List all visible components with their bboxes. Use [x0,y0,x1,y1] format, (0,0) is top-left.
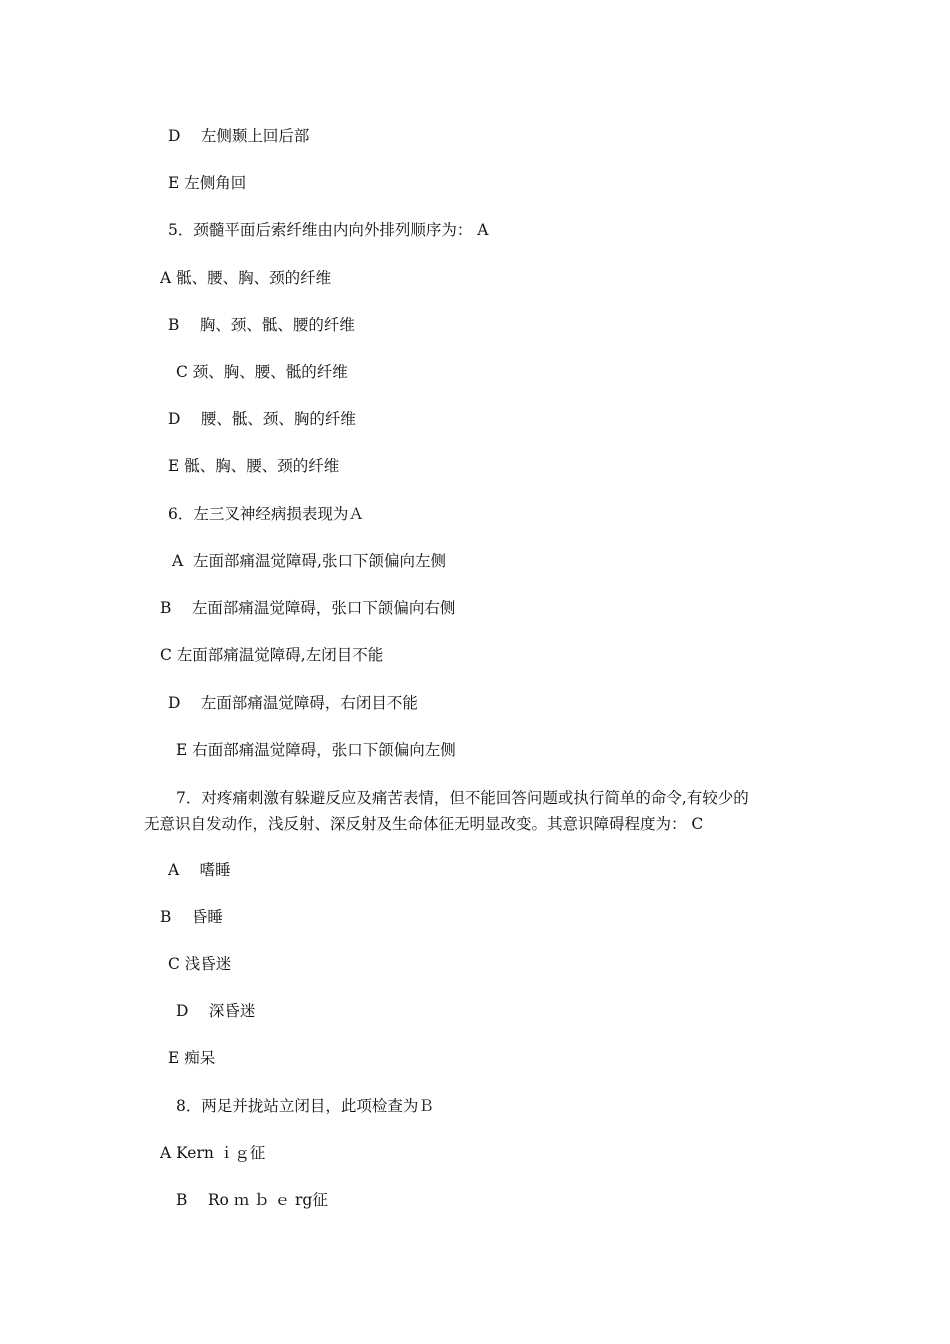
question-7-line-2: 无意识自发动作，浅反射、深反射及生命体征无明显改变。其意识障碍程度为： C [144,815,704,833]
option-7a: A 嗜睡 [168,861,231,879]
option-5a: A 骶、腰、胸、颈的纤维 [160,269,332,287]
option-8b: B Ro ｍ ｂ ｅ rg征 [176,1191,328,1209]
option-7c: C 浅昏迷 [168,955,232,973]
option-5d: D 腰、骶、颈、胸的纤维 [168,410,356,428]
option-5e: E 骶、胸、腰、颈的纤维 [168,457,340,475]
option-5c: C 颈、胸、腰、骶的纤维 [176,363,348,381]
option-6c: C 左面部痛温觉障碍,左闭目不能 [160,646,384,664]
option-7e: E 痴呆 [168,1049,216,1067]
option-7d: D 深昏迷 [176,1002,256,1020]
question-6: 6．左三叉神经病损表现为Ａ [168,505,364,523]
option-5b: B 胸、颈、骶、腰的纤维 [168,316,355,334]
option-8a: A Kern ｉｇ征 [160,1144,266,1162]
option-6b: B 左面部痛温觉障碍，张口下颌偏向右侧 [160,599,456,617]
option-6e: E 右面部痛温觉障碍，张口下颌偏向左侧 [176,741,456,759]
option-6a: A 左面部痛温觉障碍,张口下颌偏向左侧 [172,552,446,570]
option-6d: D 左面部痛温觉障碍，右闭目不能 [168,694,418,712]
option-4e: E 左侧角回 [168,174,247,192]
question-8: 8．两足并拢站立闭目，此项检查为Ｂ [176,1097,434,1115]
question-5: 5．颈髓平面后索纤维由内向外排列顺序为： A [168,221,489,239]
option-4d: D 左侧颞上回后部 [168,127,310,145]
question-7-line-1: 7．对疼痛刺激有躲避反应及痛苦表情，但不能回答问题或执行简单的命令,有较少的 [176,789,749,807]
option-7b: B 昏睡 [160,908,223,926]
